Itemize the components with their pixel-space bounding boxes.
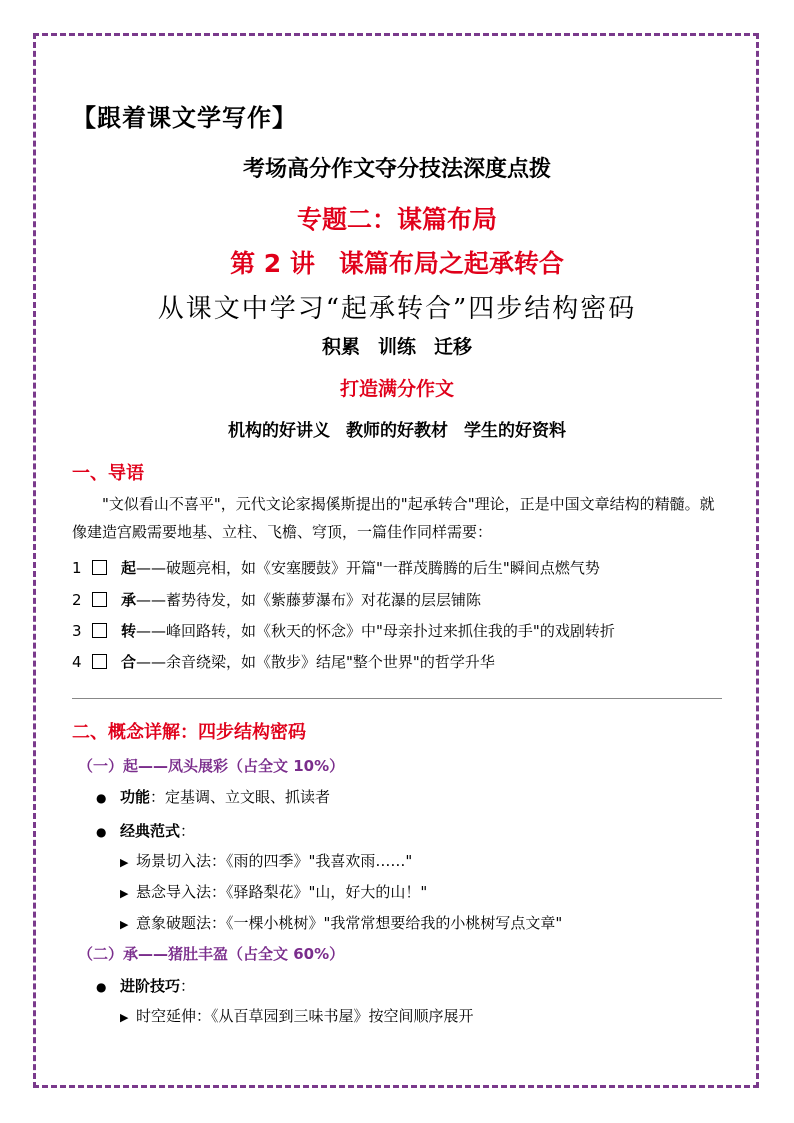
subsection-heading-cheng: （二）承——猪肚丰盈（占全文 60%） <box>78 945 345 963</box>
slogan-item: 教师的好教材 <box>346 421 448 441</box>
bullet-colon: ： <box>180 822 196 840</box>
bullet-icon: ● <box>96 825 107 839</box>
item-text: ——余音绕梁，如《散步》结尾"整个世界"的哲学升华 <box>136 653 495 671</box>
bullet-label: 功能 <box>120 788 151 806</box>
triangle-icon: ▶ <box>120 887 129 900</box>
triangle-icon: ▶ <box>120 856 129 869</box>
item-number: 4 <box>72 653 82 671</box>
list-item <box>72 588 481 612</box>
checkbox-icon[interactable] <box>92 560 107 575</box>
tag-line <box>0 332 794 359</box>
item-number: 2 <box>72 591 82 609</box>
sub-bullet-text: 时空延伸：《从百草园到三味书屋》按空间顺序展开 <box>136 1007 474 1025</box>
slogan-item: 机构的好讲义 <box>228 421 330 441</box>
tag-item: 训练 <box>377 336 416 358</box>
slogan-item: 学生的好资料 <box>464 421 566 441</box>
bullet-item <box>96 820 195 841</box>
lecture-title <box>0 244 794 280</box>
bullet-icon: ● <box>96 980 107 994</box>
bracket-title: 【跟着课文学写作】 <box>72 104 297 132</box>
sub-bullet-text: 意象破题法：《一棵小桃树》"我常常想要给我的小桃树写点文章" <box>136 914 563 932</box>
section-heading-concepts: 二、概念详解：四步结构密码 <box>72 722 306 743</box>
topic-title: 专题二：谋篇布局 <box>296 205 497 234</box>
item-text: ——峰回路转，如《秋天的怀念》中"母亲扑过来抓住我的手"的戏剧转折 <box>136 622 615 640</box>
horizontal-divider <box>72 698 722 699</box>
item-key: 合 <box>121 653 137 671</box>
bullet-item <box>96 786 330 807</box>
sub-bullet-text: 场景切入法：《雨的四季》"我喜欢雨……" <box>136 852 413 870</box>
list-item <box>72 619 615 643</box>
section-heading-intro: 一、导语 <box>72 463 144 484</box>
sub-bullet-item <box>120 881 427 902</box>
bullet-colon: ： <box>180 977 196 995</box>
sub-bullet-item <box>120 850 412 871</box>
sub-bullet-item <box>120 1005 474 1026</box>
item-text: ——破题亮相，如《安塞腰鼓》开篇"一群茂腾腾的后生"瞬间点燃气势 <box>136 559 600 577</box>
bullet-label: 经典范式 <box>120 822 181 840</box>
full-score-line: 打造满分作文 <box>339 378 454 400</box>
triangle-icon: ▶ <box>120 1011 129 1024</box>
checkbox-icon[interactable] <box>92 592 107 607</box>
intro-paragraph <box>72 490 727 546</box>
sub-bullet-item <box>120 912 562 933</box>
item-number: 1 <box>72 559 82 577</box>
tag-item: 迁移 <box>434 336 473 358</box>
bullet-text: ：定基调、立文眼、抓读者 <box>150 788 331 806</box>
lecture-name: 谋篇布局之起承转合 <box>338 249 564 278</box>
item-text: ——蓄势待发，如《紫藤萝瀑布》对花瀑的层层铺陈 <box>136 591 482 609</box>
lecture-number: 第 2 讲 <box>230 249 315 278</box>
intro-text: "文似看山不喜平"，元代文论家揭傒斯提出的"起承转合"理论，正是中国文章结构的精髓。就像建造宫殿需要地基、立柱、飞檐、穹顶，一篇佳作同样需要： <box>72 495 715 541</box>
list-item <box>72 556 600 580</box>
item-key: 承 <box>121 591 137 609</box>
subsection-heading-qi: （一）起——凤头展彩（占全文 10%） <box>78 757 345 775</box>
document-subtitle: 考场高分作文夺分技法深度点拨 <box>242 157 551 182</box>
tag-item: 积累 <box>321 336 360 358</box>
bullet-label: 进阶技巧 <box>120 977 181 995</box>
bullet-icon: ● <box>96 791 107 805</box>
slogan-line <box>0 416 794 441</box>
checkbox-icon[interactable] <box>92 623 107 638</box>
main-title: 从课文中学习“起承转合”四步结构密码 <box>157 294 637 324</box>
item-number: 3 <box>72 622 82 640</box>
bullet-item <box>96 975 195 996</box>
list-item <box>72 650 495 674</box>
checkbox-icon[interactable] <box>92 654 107 669</box>
sub-bullet-text: 悬念导入法：《驿路梨花》"山，好大的山！" <box>136 883 428 901</box>
triangle-icon: ▶ <box>120 918 129 931</box>
item-key: 转 <box>121 622 137 640</box>
item-key: 起 <box>121 559 137 577</box>
